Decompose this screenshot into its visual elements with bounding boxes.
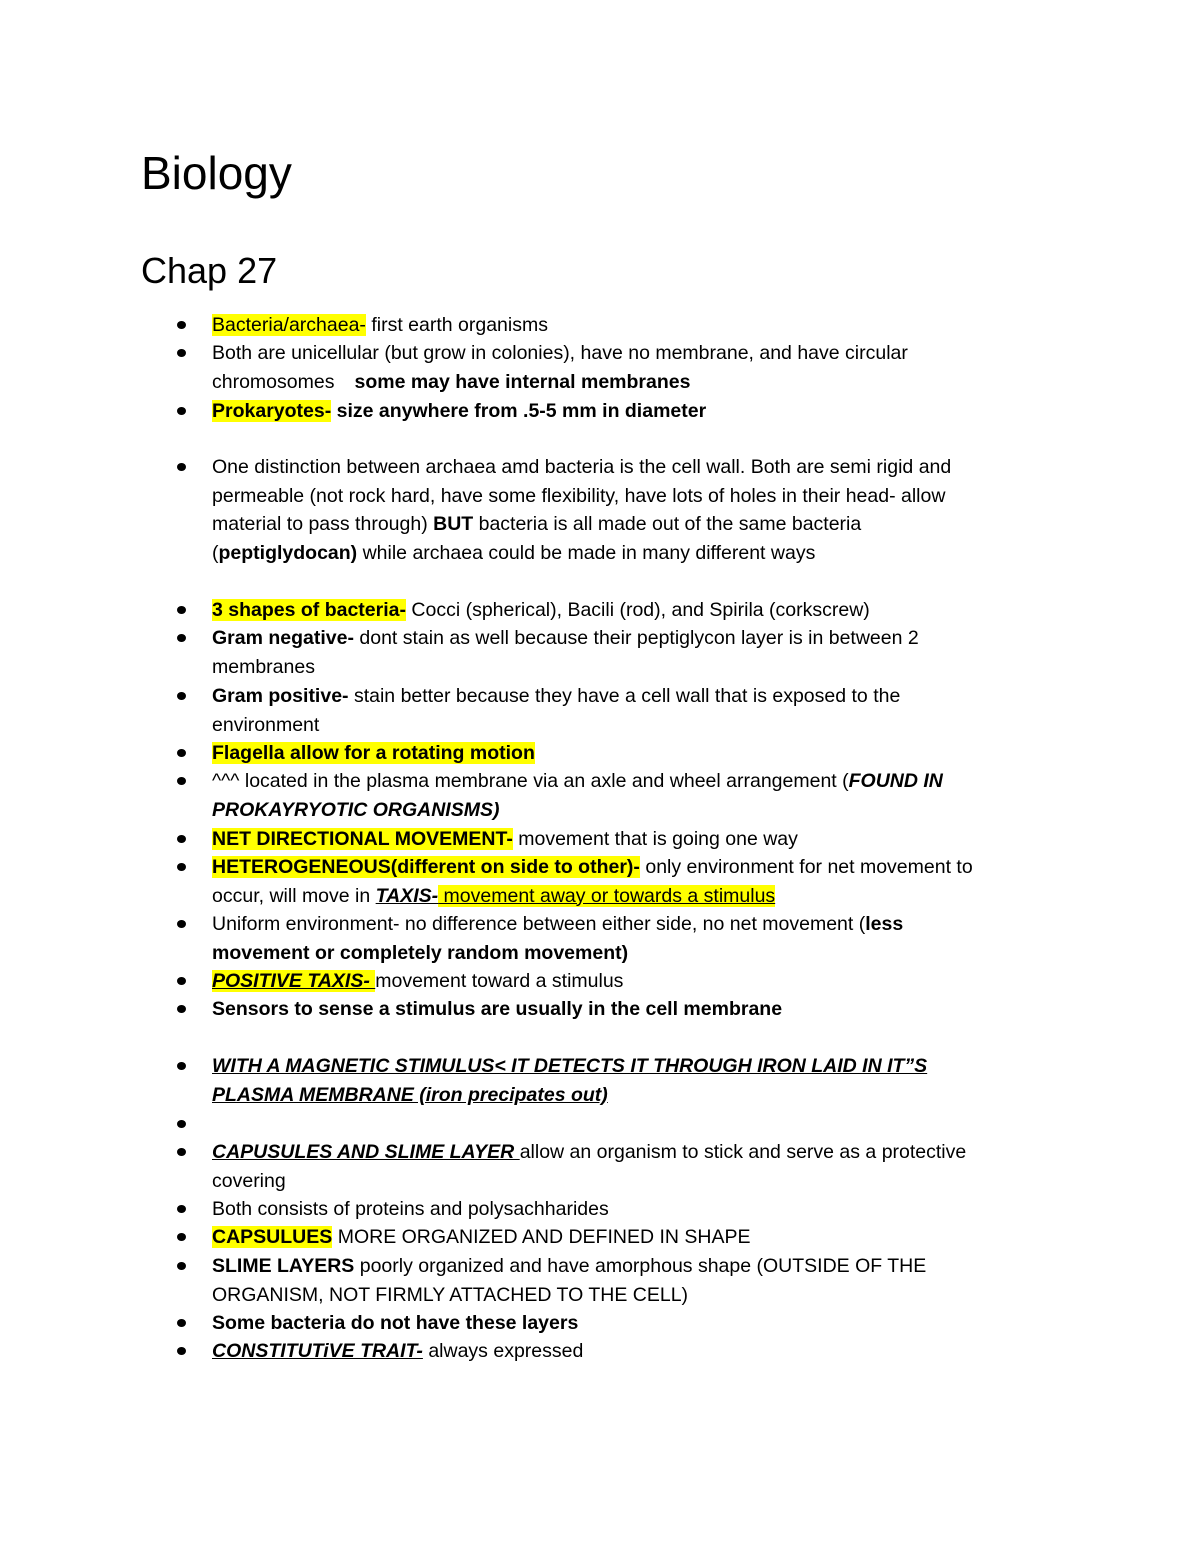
highlighted-term: POSITIVE TAXIS- xyxy=(212,970,376,992)
list-item: One distinction between archaea amd bacteria is the cell wall. Both are semi rigid and permeable (not rock hard, have some flexibility, have lots of holes in their head- allow material to pass through) BUT bacteria is all made out of the same bacteria (peptiglydocan) while archaea could be made in many different ways xyxy=(212,453,1062,567)
bullet-icon xyxy=(177,835,186,843)
list-item: Gram positive- stain better because they have a cell wall that is exposed to the environment xyxy=(212,682,1062,739)
list-item: Some bacteria do not have these layers xyxy=(212,1309,1062,1338)
list-item: Both consists of proteins and polysachharides xyxy=(212,1195,1062,1224)
highlighted-term: HETEROGENEOUS(different on side to other)- xyxy=(212,856,640,878)
bullet-icon xyxy=(177,1347,186,1355)
bullet-icon xyxy=(177,1205,186,1213)
list-item: WITH A MAGNETIC STIMULUS< IT DETECTS IT THROUGH IRON LAID IN IT”S PLASMA MEMBRANE (iron precipates out) xyxy=(212,1052,1062,1109)
list-item: HETEROGENEOUS(different on side to other)- only environment for net movement to occur, will move in TAXIS- movement away or towards a stimulus xyxy=(212,853,1062,910)
list-item: SLIME LAYERS poorly organized and have amorphous shape (OUTSIDE OF THE ORGANISM, NOT FIRMLY ATTACHED TO THE CELL) xyxy=(212,1252,1062,1309)
highlighted-term: 3 shapes of bacteria- xyxy=(212,599,406,621)
chapter-heading: Chap 27 xyxy=(141,250,278,291)
bullet-icon xyxy=(177,1120,186,1128)
list-item: Both are unicellular (but grow in colonies), have no membrane, and have circular chromosomes some may have internal membranes xyxy=(212,339,1062,396)
bullet-icon xyxy=(177,1319,186,1327)
bullet-icon xyxy=(177,977,186,985)
bullet-icon xyxy=(177,863,186,871)
list-item: ^^^ located in the plasma membrane via an axle and wheel arrangement (FOUND IN PROKAYRYOTIC ORGANISMS) xyxy=(212,767,1062,824)
highlighted-term: Flagella allow for a rotating motion xyxy=(212,742,535,764)
bullet-icon xyxy=(177,1005,186,1013)
bullet-icon xyxy=(177,606,186,614)
bullet-icon xyxy=(177,692,186,700)
bullet-icon xyxy=(177,1148,186,1156)
list-item: CAPSULUES MORE ORGANIZED AND DEFINED IN SHAPE xyxy=(212,1223,1062,1252)
highlighted-term: Prokaryotes- xyxy=(212,400,332,422)
highlighted-term: CAPSULUES xyxy=(212,1226,333,1248)
list-item: Gram negative- dont stain as well because their peptiglycon layer is in between 2 membranes xyxy=(212,624,1062,681)
bullet-icon xyxy=(177,1233,186,1241)
list-item: Prokaryotes- size anywhere from .5-5 mm in diameter xyxy=(212,397,1062,426)
bullet-icon xyxy=(177,749,186,757)
list-item xyxy=(212,739,1062,768)
bullet-icon xyxy=(177,777,186,785)
list-item: Bacteria/archaea- first earth organisms xyxy=(212,311,1062,340)
list-item: POSITIVE TAXIS- movement toward a stimulus xyxy=(212,967,1062,996)
list-item: Uniform environment- no difference between either side, no net movement (less movement or completely random movement) xyxy=(212,910,1062,967)
bullet-icon xyxy=(177,407,186,415)
bullet-icon xyxy=(177,920,186,928)
highlighted-term: movement away or towards a stimulus xyxy=(438,884,776,907)
list-item: Sensors to sense a stimulus are usually in the cell membrane xyxy=(212,995,1062,1024)
list-item: 3 shapes of bacteria- Cocci (spherical), Bacili (rod), and Spirila (corkscrew) xyxy=(212,596,1062,625)
list-item: CONSTITUTiVE TRAIT- always expressed xyxy=(212,1337,1062,1366)
list-item: NET DIRECTIONAL MOVEMENT- movement that is going one way xyxy=(212,825,1062,854)
list-item: CAPUSULES AND SLIME LAYER allow an organism to stick and serve as a protective covering xyxy=(212,1138,1062,1195)
bullet-icon xyxy=(177,1262,186,1270)
bullet-icon xyxy=(177,634,186,642)
bullet-icon xyxy=(177,349,186,357)
document-title: Biology xyxy=(141,147,292,199)
bullet-icon xyxy=(177,463,186,471)
highlighted-term: NET DIRECTIONAL MOVEMENT- xyxy=(212,828,513,850)
bullet-icon xyxy=(177,1062,186,1070)
bullet-icon xyxy=(177,321,186,329)
highlighted-term: Bacteria/archaea- xyxy=(212,314,366,336)
